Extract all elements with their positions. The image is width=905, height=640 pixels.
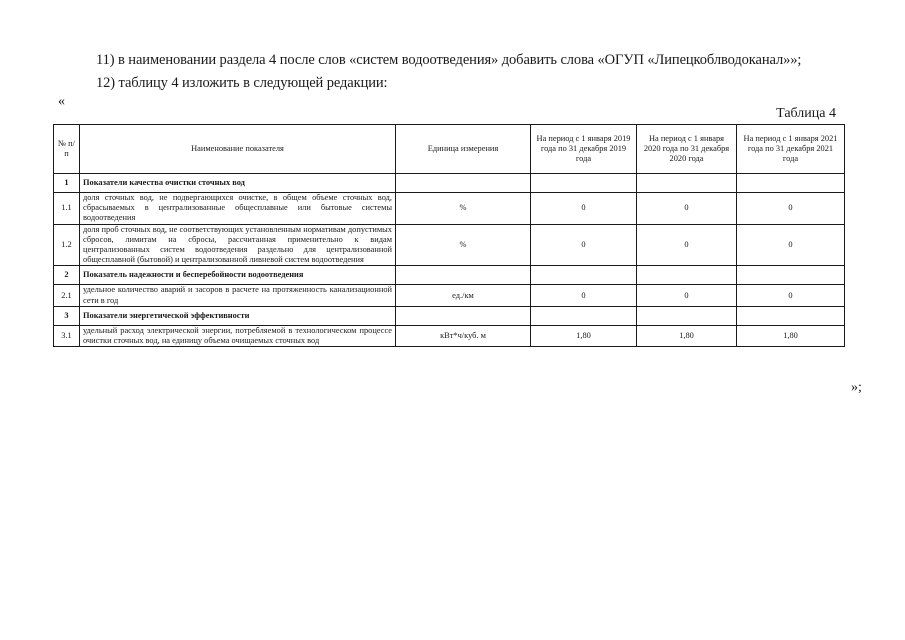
indicators-table bbox=[53, 124, 845, 347]
cell-unit bbox=[396, 266, 531, 285]
cell-unit: ед./км bbox=[396, 285, 531, 306]
cell-name: Показатели энергетической эффективности bbox=[80, 306, 396, 325]
cell-2021: 0 bbox=[737, 193, 845, 225]
open-quote: « bbox=[58, 94, 65, 109]
cell-2020: 0 bbox=[637, 224, 737, 266]
table-row bbox=[54, 224, 845, 266]
paragraph-12: 12) таблицу 4 изложить в следующей редакции: bbox=[96, 75, 388, 91]
paragraph-11: 11) в наименовании раздела 4 после слов «систем водоотведения» добавить слова «ОГУП «Липецкоблводоканал»»; bbox=[96, 52, 802, 68]
cell-2020 bbox=[637, 306, 737, 325]
cell-2019 bbox=[531, 306, 637, 325]
cell-2019: 0 bbox=[531, 224, 637, 266]
cell-name: удельное количество аварий и засоров в расчете на протяженность канализационной сети в год bbox=[80, 285, 396, 306]
cell-2020: 1,80 bbox=[637, 325, 737, 346]
cell-name: доля сточных вод, не подвергающихся очистке, в общем объеме сточных вод, сбрасываемых в централизованные общесплавные или бытовые системы водоотведения bbox=[80, 193, 396, 225]
header-period-2020: На период с 1 января 2020 года по 31 декабря 2020 года bbox=[637, 125, 737, 174]
cell-num: 2 bbox=[54, 266, 80, 285]
cell-2019: 1,80 bbox=[531, 325, 637, 346]
cell-num: 2.1 bbox=[54, 285, 80, 306]
header-unit: Единица измерения bbox=[396, 125, 531, 174]
cell-2019: 0 bbox=[531, 285, 637, 306]
cell-name: Показатели качества очистки сточных вод bbox=[80, 174, 396, 193]
cell-num: 3.1 bbox=[54, 325, 80, 346]
cell-num: 1.2 bbox=[54, 224, 80, 266]
cell-num: 1 bbox=[54, 174, 80, 193]
cell-2020 bbox=[637, 174, 737, 193]
cell-unit: кВт*ч/куб. м bbox=[396, 325, 531, 346]
cell-num: 3 bbox=[54, 306, 80, 325]
cell-unit bbox=[396, 306, 531, 325]
cell-2019: 0 bbox=[531, 193, 637, 225]
table-row bbox=[54, 193, 845, 225]
header-num: № п/п bbox=[54, 125, 80, 174]
cell-2021: 1,80 bbox=[737, 325, 845, 346]
cell-name: удельный расход электрической энергии, потребляемой в технологическом процессе очистки сточных вод, на единицу объема очищаемых сточных вод bbox=[80, 325, 396, 346]
table-row-section-2 bbox=[54, 266, 845, 285]
cell-2019 bbox=[531, 174, 637, 193]
cell-2021 bbox=[737, 266, 845, 285]
table-row-section-1 bbox=[54, 174, 845, 193]
table-row bbox=[54, 325, 845, 346]
cell-2019 bbox=[531, 266, 637, 285]
cell-name: Показатель надежности и бесперебойности водоотведения bbox=[80, 266, 396, 285]
table-row bbox=[54, 285, 845, 306]
cell-2021: 0 bbox=[737, 285, 845, 306]
cell-2020: 0 bbox=[637, 193, 737, 225]
cell-2021 bbox=[737, 306, 845, 325]
header-period-2019: На период с 1 января 2019 года по 31 декабря 2019 года bbox=[531, 125, 637, 174]
cell-2020: 0 bbox=[637, 285, 737, 306]
table-header-row bbox=[54, 125, 845, 174]
cell-num: 1.1 bbox=[54, 193, 80, 225]
table-caption: Таблица 4 bbox=[776, 106, 836, 121]
cell-unit: % bbox=[396, 224, 531, 266]
cell-name: доля проб сточных вод, не соответствующих установленным нормативам допустимых сбросов, лимитам на сбросы, рассчитанная применительно к видам централизованных систем водоотведения раздельно для централизованной общесплавной (бытовой) и централизованной ливневой систем водоотведения bbox=[80, 224, 396, 266]
cell-2021: 0 bbox=[737, 224, 845, 266]
cell-unit: % bbox=[396, 193, 531, 225]
close-quote: »; bbox=[851, 380, 862, 395]
cell-2020 bbox=[637, 266, 737, 285]
header-name: Наименование показателя bbox=[80, 125, 396, 174]
header-period-2021: На период с 1 января 2021 года по 31 декабря 2021 года bbox=[737, 125, 845, 174]
table-row-section-3 bbox=[54, 306, 845, 325]
cell-unit bbox=[396, 174, 531, 193]
cell-2021 bbox=[737, 174, 845, 193]
